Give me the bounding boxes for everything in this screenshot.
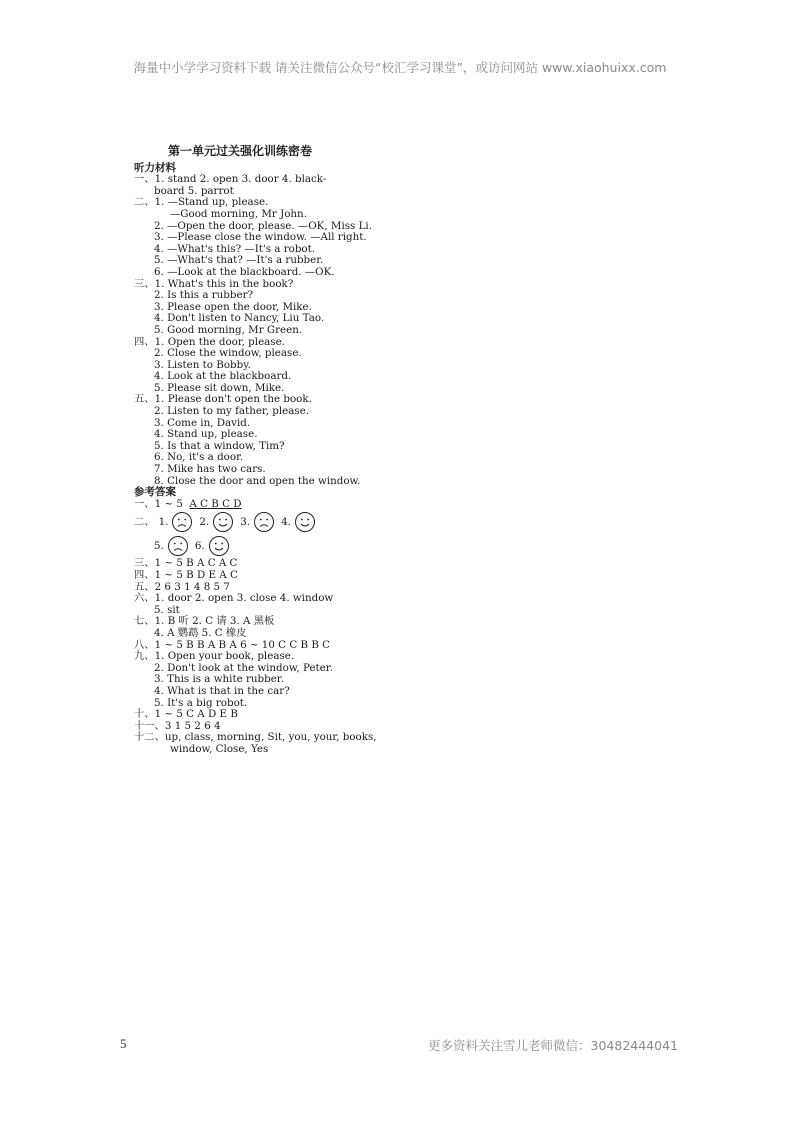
answer-text: up, class, morning, Sit, you, your, books, [164,731,377,744]
answer-9-line: 3. This is a white rubber. [154,673,284,686]
page-number: 5 [120,1036,127,1051]
answer-text: 1 ~ 5 B B A B A 6 ~ 10 C C B B C [154,638,331,651]
face-answer [281,511,316,533]
face-answer [154,535,189,557]
face-number: 3. [240,515,251,528]
listening-sec2-line: 2. —Open the door, please. —OK, Miss Li. [154,219,372,232]
listening-sec3-line: 4. Don't listen to Nancy, Liu Tao. [154,312,325,325]
answer-text: A C B C D [189,497,242,510]
section-marker: 一、 [134,173,155,186]
sad-face-icon [167,535,189,557]
line-text: 1. Open the door, please. [154,335,285,348]
face-number: 2. [199,515,210,528]
happy-face-icon [208,535,230,557]
answer-text: 1 ~ 5 B D E A C [154,569,238,581]
line-text: 1. —Stand up, please. [154,196,269,209]
section-marker: 五、 [134,580,155,593]
answer-text: 1 ~ 5 C A D E B [154,708,238,721]
face-number: 1. [158,515,169,528]
happy-face-icon [294,511,316,533]
section-marker: 八、 [134,638,155,651]
sad-face-icon [171,511,193,533]
listening-sec4-line: 3. Listen to Bobby. [154,358,251,371]
face-answer [195,535,230,557]
section-marker: 九、 [134,650,155,663]
section-marker: 六、 [134,592,155,605]
section-marker: 四、 [134,335,155,348]
listening-heading: 听力材料 [134,161,176,174]
listening-sec2-line: 5. —What's that? —It's a rubber. [154,254,324,267]
listening-sec5-line: 2. Listen to my father, please. [154,405,310,418]
section-marker: 二、 [134,196,155,209]
answer-text: 2 6 3 1 4 8 5 7 [154,580,230,593]
line-text: 1. Please don't open the book. [154,393,312,406]
footer-watermark-note: 更多资料关注雪儿老师微信：30482444041 [428,1038,678,1053]
section-marker: 十一、 [134,719,165,732]
answer-7-line2: 4. A 鹦鹉 5. C 橡皮 [154,626,247,639]
section-marker: 三、 [134,557,155,570]
section-marker: 五、 [134,393,155,406]
listening-sec1-line2: board 5. parrot [154,184,234,197]
face-answer [240,511,275,533]
listening-sec5-line: 7. Mike has two cars. [154,463,266,476]
section-marker: 一、 [134,497,155,510]
document-content [134,144,377,756]
listening-sec5-line: 8. Close the door and open the window. [154,474,361,487]
listening-sec3-line: 5. Good morning, Mr Green. [154,323,303,336]
answer-9-line: 5. It's a big robot. [154,696,248,709]
header-watermark-note: 海量中小学学习资料下载 请关注微信公众号“校汇学习课堂”，或访问网站 www.xiaohuixx.com [133,60,667,75]
answer-text: 1. door 2. open 3. close 4. window [154,592,334,605]
listening-sec5-line: 4. Stand up, please. [154,428,258,441]
section-marker: 十二、 [134,731,165,744]
listening-sec2-line: 4. —What's this? —It's a robot. [154,242,316,255]
answer-range: 1 ~ 5 [154,497,183,510]
answer-9-line [134,651,374,663]
listening-sec2-line: 6. —Look at the blackboard. —OK. [154,265,335,278]
section-marker: 二、 [134,515,155,528]
listening-sec2-line: —Good morning, Mr John. [170,207,307,220]
answer-9-line: 2. Don't look at the window, Peter. [154,661,333,674]
listening-sec5-line: 6. No, it's a door. [154,451,244,464]
listening-sec5-line: 5. Is that a window, Tim? [154,439,285,452]
section-marker: 三、 [134,277,155,290]
listening-sec3-line: 2. Is this a rubber? [154,289,254,302]
answer-text: 3 1 5 2 6 4 [164,719,221,732]
line-text: 1. What's this in the book? [154,277,294,290]
answer-text: 1. Open your book, please. [154,650,295,663]
face-number: 4. [281,515,291,528]
listening-sec3-line: 3. Please open the door, Mike. [154,300,312,313]
answer-1 [134,499,374,511]
section-marker: 十、 [134,708,155,721]
line-text: 1. stand 2. open 3. door 4. black- [154,173,327,186]
face-answer [159,511,194,533]
document-title: 第一单元过关强化训练密卷 [168,144,313,158]
listening-sec5-line: 3. Come in, David. [154,416,251,429]
answers-heading: 参考答案 [134,486,176,499]
face-number: 5. [154,539,164,552]
listening-sec4-line: 5. Please sit down, Mike. [154,381,285,394]
listening-sec4-line: 2. Close the window, please. [154,347,302,360]
answer-9-line: 4. What is that in the car? [154,684,290,697]
answer-text: 1. B 听 2. C 请 3. A 黑板 [154,615,275,628]
answer-text: 1 ~ 5 B A C A C [154,557,238,570]
answer-12-line2: window, Close, Yes [170,742,269,755]
section-marker: 四、 [134,569,155,581]
answer-2-faces-row1 [134,510,374,534]
answer-6-line2: 5. sit [154,603,180,616]
listening-sec4-line: 4. Look at the blackboard. [154,370,292,383]
happy-face-icon [212,511,234,533]
face-answer [199,511,234,533]
listening-sec2-line: 3. —Please close the window. —All right. [154,231,367,244]
sad-face-icon [253,511,275,533]
face-number: 6. [194,539,205,552]
section-marker: 七、 [134,615,155,628]
answer-2-faces-row2 [134,534,374,558]
